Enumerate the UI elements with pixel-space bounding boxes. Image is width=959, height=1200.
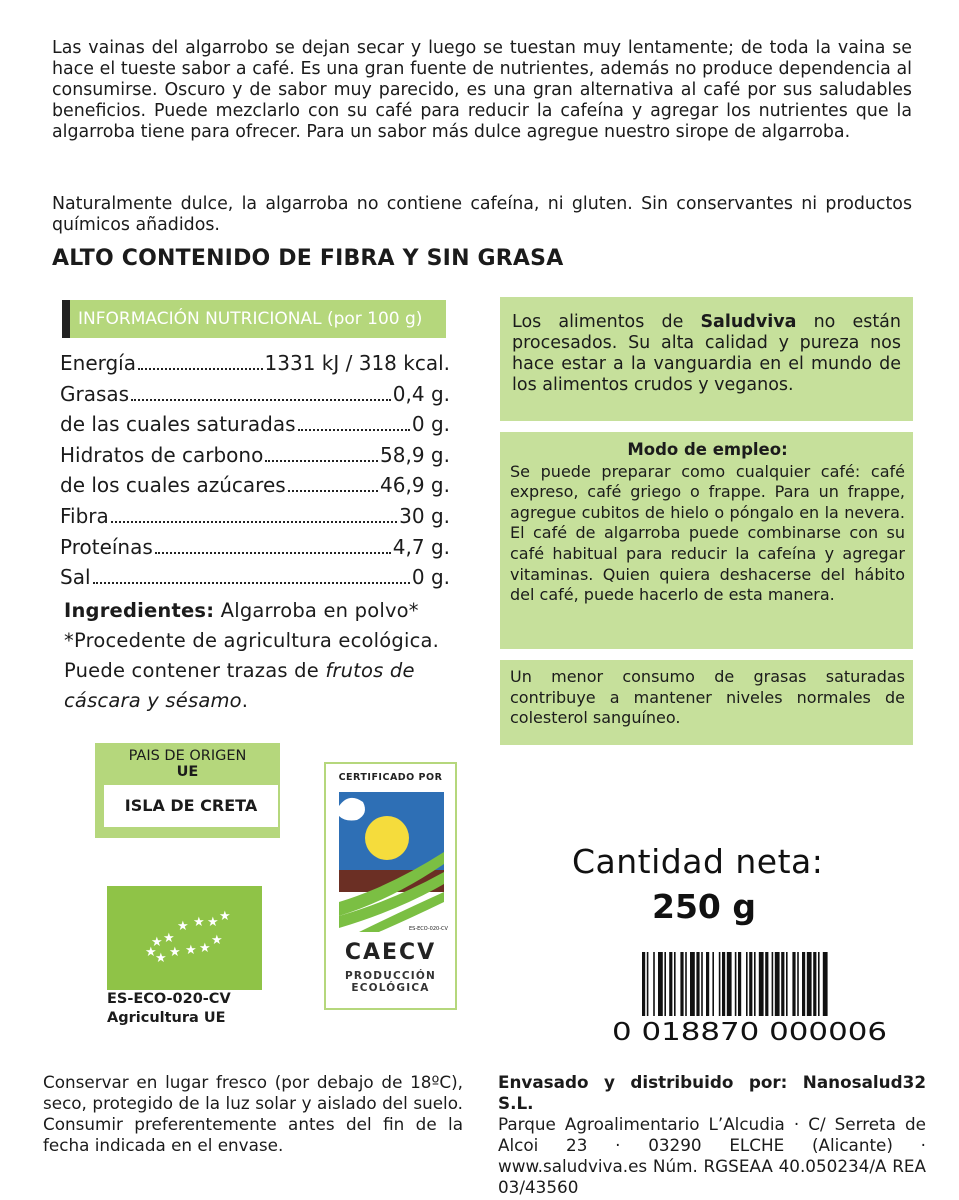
barcode-bar [719,952,721,1016]
barcode-bar [754,952,756,1016]
nutrition-label: Energía [60,351,136,375]
barcode-bar [701,952,703,1016]
dot-leader [155,552,391,554]
nutrition-row [60,409,450,440]
barcode-bar [749,952,752,1016]
nutrition-row [60,562,450,593]
nutrition-value: 0,4 g. [392,381,450,406]
barcode-bar [712,952,714,1016]
barcode-bar [653,952,655,1016]
headline: ALTO CONTENIDO DE FIBRA Y SIN GRASA [52,246,564,271]
ingredients-block [64,596,464,716]
nutrition-row [60,440,450,471]
ingredients-title: Ingredientes: [64,599,215,622]
caecv-subtitle [326,970,455,994]
usage-title: Modo de empleo: [627,440,788,459]
nutrition-row [60,379,450,410]
quality-text-post: no están procesados. Su alta calidad y pureza nos hace estar a la vanguardia en el mundo de los alimentos crudos y veganos. [512,312,901,395]
nutrition-label: Proteínas [60,534,153,559]
ingredients-note: *Procedente de agricultura ecológica. [64,629,440,652]
nutrition-label: Hidratos de carbono [60,442,264,467]
barcode-bar [759,952,764,1016]
dot-leader [138,368,263,370]
nutrition-row [60,532,450,563]
barcode-bar [786,952,788,1016]
nutrition-value: 0 g. [411,565,450,590]
dot-leader [288,490,378,492]
dot-leader [265,460,378,462]
dot-leader [131,399,391,401]
barcode-bar [765,952,768,1016]
dot-leader [93,582,410,584]
nutrition-value: 58,9 g. [380,442,450,467]
net-quantity-label: Cantidad neta: [572,842,824,881]
usage-box [500,432,913,649]
barcode-bar [674,952,676,1016]
svg-text:★: ★ [185,943,197,958]
barcode-number: 0 018870 000006 [612,1017,887,1046]
eco-label: Agricultura UE [107,1010,226,1026]
nutrition-row [60,348,450,379]
barcode-bar [722,952,725,1016]
barcode-bar [738,952,741,1016]
eu-organic-leaf-icon [107,886,262,990]
nutrition-table [60,348,450,593]
health-claim-box [500,660,913,745]
brand-name: Saludviva [700,312,797,332]
nutrition-value: 1331 kJ / 318 kcal. [264,351,450,375]
nutrition-label: de las cuales saturadas [60,412,296,437]
nutrition-label: de los cuales azúcares [60,473,286,498]
distributor-title: Envasado y distribuido por: Nanosalud32 S.L. [498,1072,926,1113]
caecv-sub2: ECOLÓGICA [351,982,430,994]
barcode-bar [680,952,683,1016]
traces-prefix: Puede contener trazas de [64,659,319,682]
svg-text:★: ★ [207,915,219,930]
caecv-sub1: PRODUCCIÓN [345,970,436,982]
net-quantity-value: 250 g [652,887,756,926]
barcode-bar [647,952,649,1016]
nutrition-value: 4,7 g. [392,534,450,559]
svg-text:★: ★ [155,951,167,966]
caecv-small-code: ES-ECO-020-CV [409,926,448,932]
barcode-bar [727,952,732,1016]
svg-text:★: ★ [145,945,157,960]
description-paragraph-2: Naturalmente dulce, la algarroba no contiene cafeína, ni gluten. Sin conservantes ni productos químicos añadidos. [52,194,912,235]
barcode-bar [664,952,666,1016]
barcode-bar [696,952,699,1016]
barcode-bar [642,952,645,1016]
storage-instructions: Conservar en lugar fresco (por debajo de 18ºC), seco, protegido de la luz solar y aislado del suelo. Consumir preferentemente antes del fin de la fecha indicada en el envase. [43,1072,463,1155]
nutrition-value: 0 g. [411,412,450,437]
svg-text:★: ★ [163,931,175,946]
quality-box [500,297,913,421]
barcode-bar [807,952,812,1016]
svg-text:★: ★ [151,935,163,950]
barcode-bar [746,952,748,1016]
quality-text-pre: Los alimentos de [512,312,684,332]
barcode-bar [802,952,805,1016]
barcode-bar [772,952,774,1016]
barcode-bar [658,952,663,1016]
eu-organic-code [107,990,231,1028]
dot-leader [111,521,397,523]
barcode-bar [735,952,737,1016]
svg-text:★: ★ [211,933,223,948]
eco-code: ES-ECO-020-CV [107,991,231,1007]
traces-items: frutos de cáscara y sésamo [64,659,415,712]
caecv-certification [324,762,457,1010]
health-claim-text: Un menor consumo de grasas saturadas contribuye a mantener niveles normales de colesterol sanguíneo. [510,667,905,728]
nutrition-row [60,501,450,532]
origin-place: ISLA DE CRETA [104,785,278,827]
barcode-bar [813,952,816,1016]
barcode-bar [792,952,795,1016]
barcode-bar [669,952,672,1016]
nutrition-label: Fibra [60,503,109,528]
nutrition-label: Grasas [60,381,130,406]
ingredients-text: Algarroba en polvo* [220,599,419,622]
barcode-bar [818,952,820,1016]
description-paragraph-1: Las vainas del algarrobo se dejan secar y luego se tuestan muy lentamente; de toda la vaina se hace el tueste sabor a café. Es una gran fuente de nutrientes, además no produce dependencia al consumirse. Oscuro y de sabor muy parecido, es una gran alternativa al café por sus saludables beneficios. Puede mezclarlo con su café para reducir la cafeína y agregar los nutrientes que la algarroba tiene para ofrecer. Para un sabor más dulce agregue nuestro sirope de algarroba. [52,38,912,142]
distributor-info [498,1072,926,1198]
nutrition-header: INFORMACIÓN NUTRICIONAL (por 100 g) [62,300,446,338]
origin-label: PAIS DE ORIGEN [128,748,247,764]
origin-badge [95,743,280,838]
barcode-bar [823,952,828,1016]
distributor-address: Parque Agroalimentario L’Alcudia · C/ Serreta de Alcoi 23 · 03290 ELCHE (Alicante) · www.saludviva.es Núm. RGSEAA 40.050234/A REA 03/43560 [498,1114,926,1197]
caecv-landscape-icon [339,792,448,932]
barcode-bar [781,952,784,1016]
svg-text:★: ★ [169,945,181,960]
nutrition-row [60,470,450,501]
svg-text:★: ★ [199,941,211,956]
barcode-bar [690,952,695,1016]
nutrition-value: 46,9 g. [380,473,450,498]
usage-text: Se puede preparar como cualquier café: café expreso, café griego o frappe. Para un frappe, agregue cubitos de hielo o póngalo en la nevera. El café de algarroba puede combinarse con su café habitual para reducir la cafeína y agregar vitaminas. Quien quiera deshacerse del hábito del café, puede hacerlo de esta manera. [510,461,905,605]
nutrition-label: Sal [60,565,91,590]
nutrition-value: 30 g. [399,503,450,528]
dot-leader [298,429,410,431]
svg-text:★: ★ [193,915,205,930]
svg-text:★: ★ [177,919,189,934]
svg-text:★: ★ [219,909,231,924]
barcode-bar [685,952,687,1016]
barcode-bar [775,952,780,1016]
traces-suffix: . [241,689,249,712]
barcode-bar [706,952,709,1016]
certified-by: CERTIFICADO POR [338,772,443,783]
barcode-icon [612,952,890,1046]
caecv-name: CAECV [344,940,437,965]
barcode-bar [797,952,799,1016]
origin-region: UE [176,764,199,780]
